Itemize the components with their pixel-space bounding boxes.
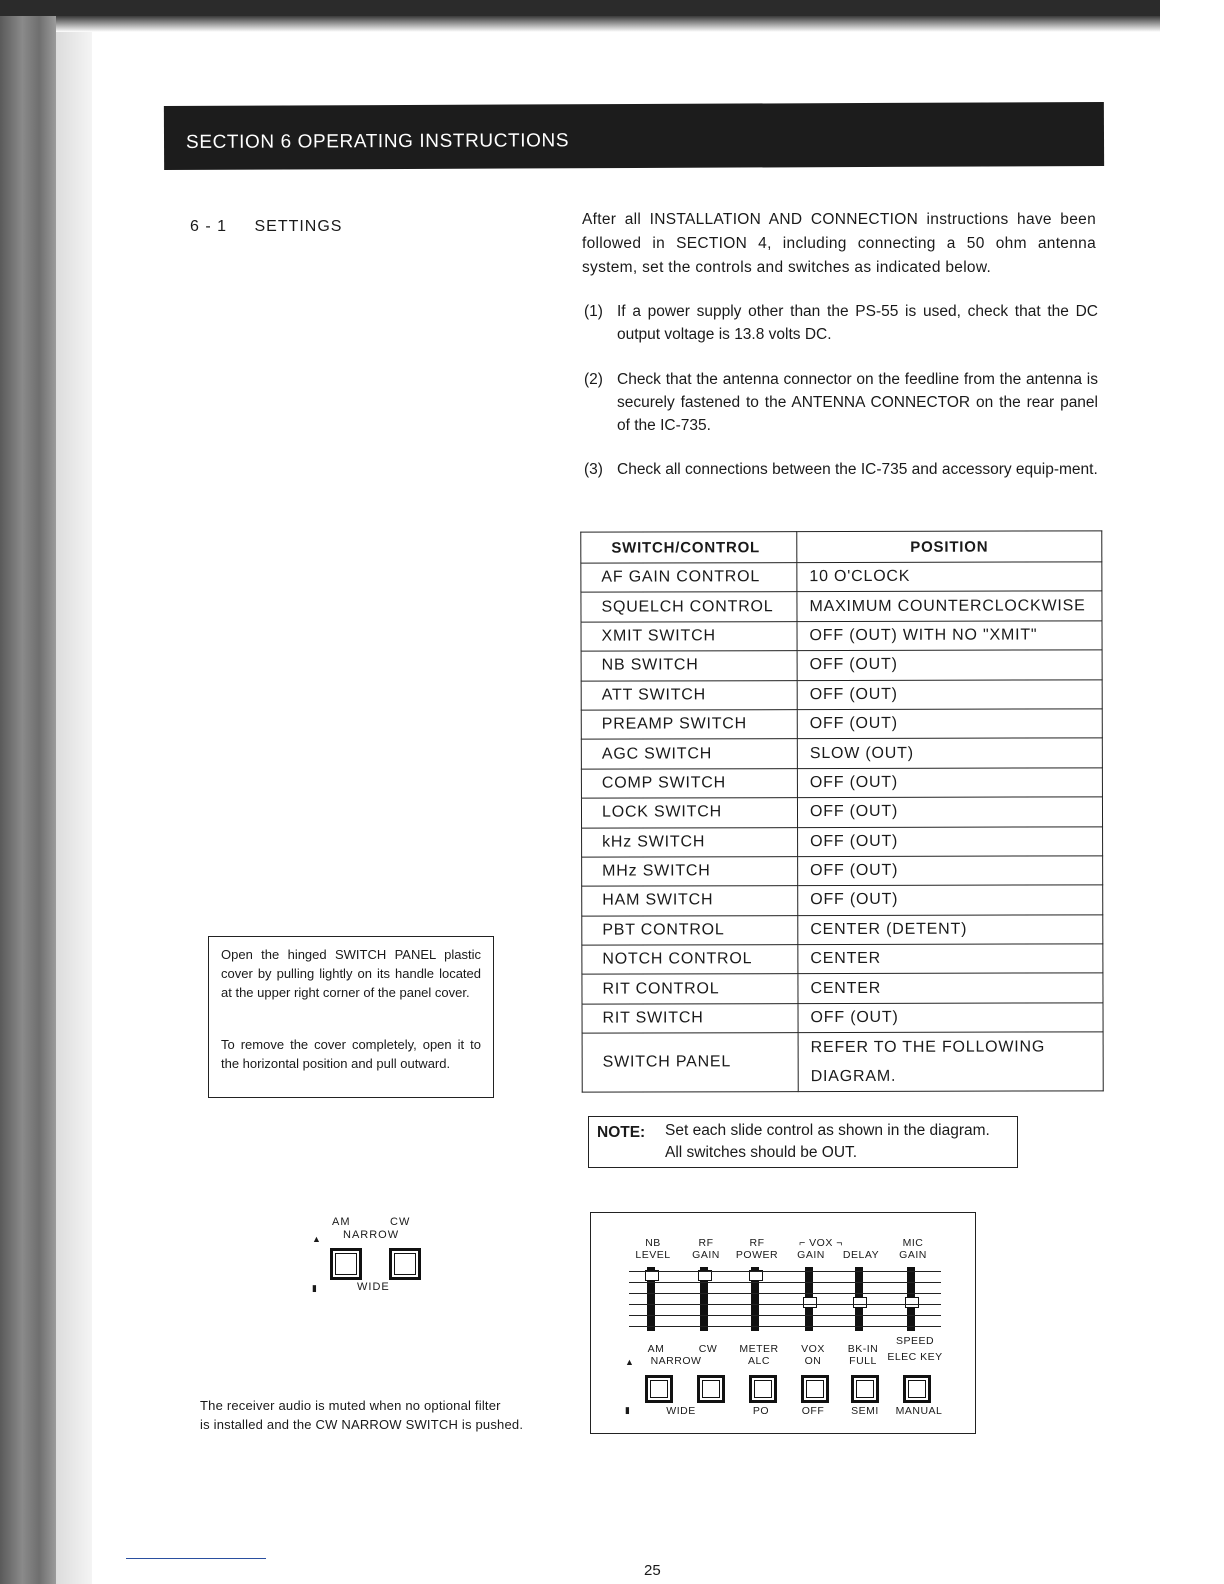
table-row [582, 973, 1103, 1004]
scale-line [629, 1293, 941, 1294]
slider-label-bottom: GAIN [899, 1249, 927, 1261]
position-cell: OFF (OUT) [797, 650, 1102, 680]
position-cell: OFF (OUT) [798, 885, 1103, 915]
step-text: If a power supply other than the PS-55 is used, check that the DC output voltage is 13.8 volts DC. [617, 303, 1098, 343]
table-row [581, 650, 1102, 681]
step-2 [584, 368, 1098, 437]
note-box [588, 1116, 1018, 1168]
position-cell: OFF (OUT) [797, 768, 1102, 798]
settings-table [580, 530, 1103, 1093]
page-number: 25 [644, 1562, 661, 1579]
position-cell [798, 1032, 1103, 1092]
table-row [582, 944, 1103, 975]
slide-control [647, 1267, 655, 1331]
slider-label-bottom: GAIN [797, 1249, 825, 1261]
slide-control [907, 1267, 915, 1331]
caption-line-2: is installed and the CW NARROW SWITCH is pushed. [200, 1417, 524, 1432]
table-row [582, 1003, 1103, 1034]
control-cell: AF GAIN CONTROL [581, 563, 797, 593]
position-line-2: DIAGRAM. [810, 1068, 897, 1086]
slider-knob [905, 1297, 919, 1308]
table-row [581, 591, 1102, 622]
control-cell: LOCK SWITCH [581, 798, 797, 828]
cw-label: CW [390, 1216, 411, 1228]
table-header-row [581, 531, 1102, 563]
control-cell: ATT SWITCH [581, 680, 797, 710]
scale-line [629, 1271, 941, 1272]
button-label-bottom: NARROW [650, 1355, 702, 1367]
intro-paragraph: After all INSTALLATION AND CONNECTION instructions have been followed in SECTION 4, including connecting a 50 ohm antenna system, set the controls and switches as indicated below. [582, 211, 1096, 276]
button-label-top: BK-IN [847, 1343, 879, 1355]
am-narrow-button [330, 1248, 362, 1280]
scale-line [629, 1282, 941, 1283]
position-cell: OFF (OUT) WITH NO "XMIT" [797, 621, 1102, 651]
table-row [581, 562, 1102, 593]
control-cell: kHz SWITCH [582, 827, 798, 857]
slider-label-top: RF [749, 1237, 765, 1249]
step-3 [584, 458, 1098, 481]
control-cell: SWITCH PANEL [582, 1033, 798, 1093]
narrow-label: NARROW [343, 1229, 400, 1241]
scan-top-edge [0, 0, 1224, 16]
slider-label-bottom: POWER [735, 1249, 779, 1261]
table-row [582, 885, 1103, 916]
slide-control [751, 1267, 759, 1331]
button-label-am: AM [647, 1343, 665, 1355]
switch-panel-callout [208, 936, 494, 1098]
button-label-top: METER [739, 1343, 779, 1355]
panel-push-switch [851, 1375, 879, 1403]
column-header-control: SWITCH/CONTROL [581, 532, 797, 564]
control-cell: MHz SWITCH [582, 857, 798, 887]
panel-push-switch [903, 1375, 931, 1403]
slider-label-top: MIC [902, 1237, 924, 1249]
control-cell: XMIT SWITCH [581, 621, 797, 651]
narrow-triangle-icon: ▲ [625, 1357, 634, 1367]
slider-label-top: RF [698, 1237, 714, 1249]
position-cell: OFF (OUT) [798, 1003, 1103, 1033]
subsection-heading [190, 218, 342, 236]
wide-marker-icon: ▮ [312, 1283, 317, 1293]
table-row [581, 621, 1102, 652]
control-cell: HAM SWITCH [582, 886, 798, 916]
control-cell: SQUELCH CONTROL [581, 592, 797, 622]
step-text: Check that the antenna connector on the feedline from the antenna is securely fastened to the ANTENNA CONNECTOR on the rear panel of the IC-735. [617, 371, 1098, 434]
vox-bracket-label: ⌐ VOX ¬ [799, 1237, 843, 1249]
control-cell: AGC SWITCH [581, 739, 797, 769]
callout-paragraph-1: Open the hinged SWITCH PANEL plastic cover by pulling lightly on its handle located at the upper right corner of the panel cover. [221, 947, 481, 1000]
column-header-position: POSITION [797, 531, 1102, 563]
button-label-top: VOX [801, 1343, 825, 1355]
position-cell: CENTER (DETENT) [798, 915, 1103, 945]
step-1 [584, 300, 1098, 346]
am-label: AM [332, 1216, 351, 1228]
slider-knob [803, 1297, 817, 1308]
position-cell: OFF (OUT) [798, 856, 1103, 886]
book-spine-shadow [0, 0, 56, 1584]
button-position-label: PO [752, 1405, 770, 1417]
caption-line-1: The receiver audio is muted when no optional filter [200, 1398, 501, 1413]
table-row [582, 856, 1103, 887]
slider-label-bottom: GAIN [692, 1249, 720, 1261]
position-cell: MAXIMUM COUNTERCLOCKWISE [797, 591, 1102, 621]
position-line-1: REFER TO THE FOLLOWING [810, 1038, 1046, 1057]
button-label-bottom: FULL [849, 1355, 877, 1367]
control-cell: RIT CONTROL [582, 974, 798, 1004]
control-cell: PBT CONTROL [582, 915, 798, 945]
step-number: (1) [584, 303, 603, 320]
slider-knob [853, 1297, 867, 1308]
step-number: (2) [584, 371, 603, 388]
subsection-number: 6 - 1 [190, 218, 228, 235]
position-cell: OFF (OUT) [797, 679, 1102, 709]
slider-label-top: NB [645, 1237, 661, 1249]
filter-caption [200, 1396, 523, 1434]
position-cell: CENTER [798, 973, 1103, 1003]
scale-line [629, 1326, 941, 1327]
scale-line [629, 1315, 941, 1316]
panel-push-switch [697, 1375, 725, 1403]
page-top-shadow [56, 16, 1160, 32]
table-row [581, 797, 1102, 828]
table-row [581, 709, 1102, 740]
control-cell: COMP SWITCH [581, 768, 797, 798]
panel-push-switch [645, 1375, 673, 1403]
slider-label-bottom: LEVEL [635, 1249, 671, 1261]
slide-control [855, 1267, 863, 1331]
wide-marker-icon: ▮ [625, 1405, 630, 1415]
page-gutter [56, 16, 92, 1584]
position-cell: 10 O'CLOCK [797, 562, 1102, 592]
section-title: SECTION 6 OPERATING INSTRUCTIONS [185, 130, 570, 153]
panel-push-switch [749, 1375, 777, 1403]
control-cell: PREAMP SWITCH [581, 710, 797, 740]
step-number: (3) [584, 461, 603, 478]
note-line-1: Set each slide control as shown in the diagram. [665, 1122, 990, 1139]
note-line-2: All switches should be OUT. [665, 1144, 858, 1161]
button-label-top: SPEED [895, 1335, 935, 1347]
button-position-label: SEMI [851, 1405, 879, 1417]
slide-control [700, 1267, 708, 1331]
control-cell: RIT SWITCH [582, 1003, 798, 1033]
cw-narrow-button [389, 1248, 421, 1280]
position-cell: OFF (OUT) [797, 797, 1102, 827]
button-label-bottom: ELEC KEY [887, 1351, 943, 1363]
position-cell: CENTER [798, 944, 1103, 974]
position-cell: OFF (OUT) [798, 826, 1103, 856]
callout-paragraph-2: To remove the cover completely, open it to the horizontal position and pull outward. [221, 1037, 481, 1071]
slider-label-bottom: DELAY [842, 1249, 880, 1261]
button-position-label: MANUAL [895, 1405, 943, 1417]
table-row [582, 826, 1103, 857]
table-row [581, 679, 1102, 710]
button-label-cw: CW [698, 1343, 718, 1355]
position-cell: OFF (OUT) [797, 709, 1102, 739]
control-cell: NB SWITCH [581, 651, 797, 681]
table-row [581, 738, 1102, 769]
table-row [582, 1032, 1103, 1092]
page-right-margin [1160, 0, 1224, 1584]
button-label-bottom: ALC [748, 1355, 770, 1367]
control-cell: NOTCH CONTROL [582, 945, 798, 975]
button-position-label: WIDE [666, 1405, 696, 1417]
section-header-bar [164, 102, 1104, 170]
note-label: NOTE: [597, 1124, 646, 1141]
wide-label: WIDE [357, 1281, 390, 1293]
table-row [582, 915, 1103, 946]
footer-rule [126, 1558, 266, 1559]
scale-line [629, 1304, 941, 1305]
position-cell: SLOW (OUT) [797, 738, 1102, 768]
narrow-triangle-icon: ▲ [312, 1234, 321, 1244]
button-label-bottom: ON [804, 1355, 822, 1367]
step-text: Check all connections between the IC-735 and accessory equip-ment. [617, 461, 1098, 478]
panel-push-switch [801, 1375, 829, 1403]
switch-panel-diagram [590, 1212, 976, 1434]
table-row [581, 768, 1102, 799]
subsection-title: SETTINGS [254, 218, 343, 235]
slide-control [805, 1267, 813, 1331]
button-position-label: OFF [801, 1405, 825, 1417]
